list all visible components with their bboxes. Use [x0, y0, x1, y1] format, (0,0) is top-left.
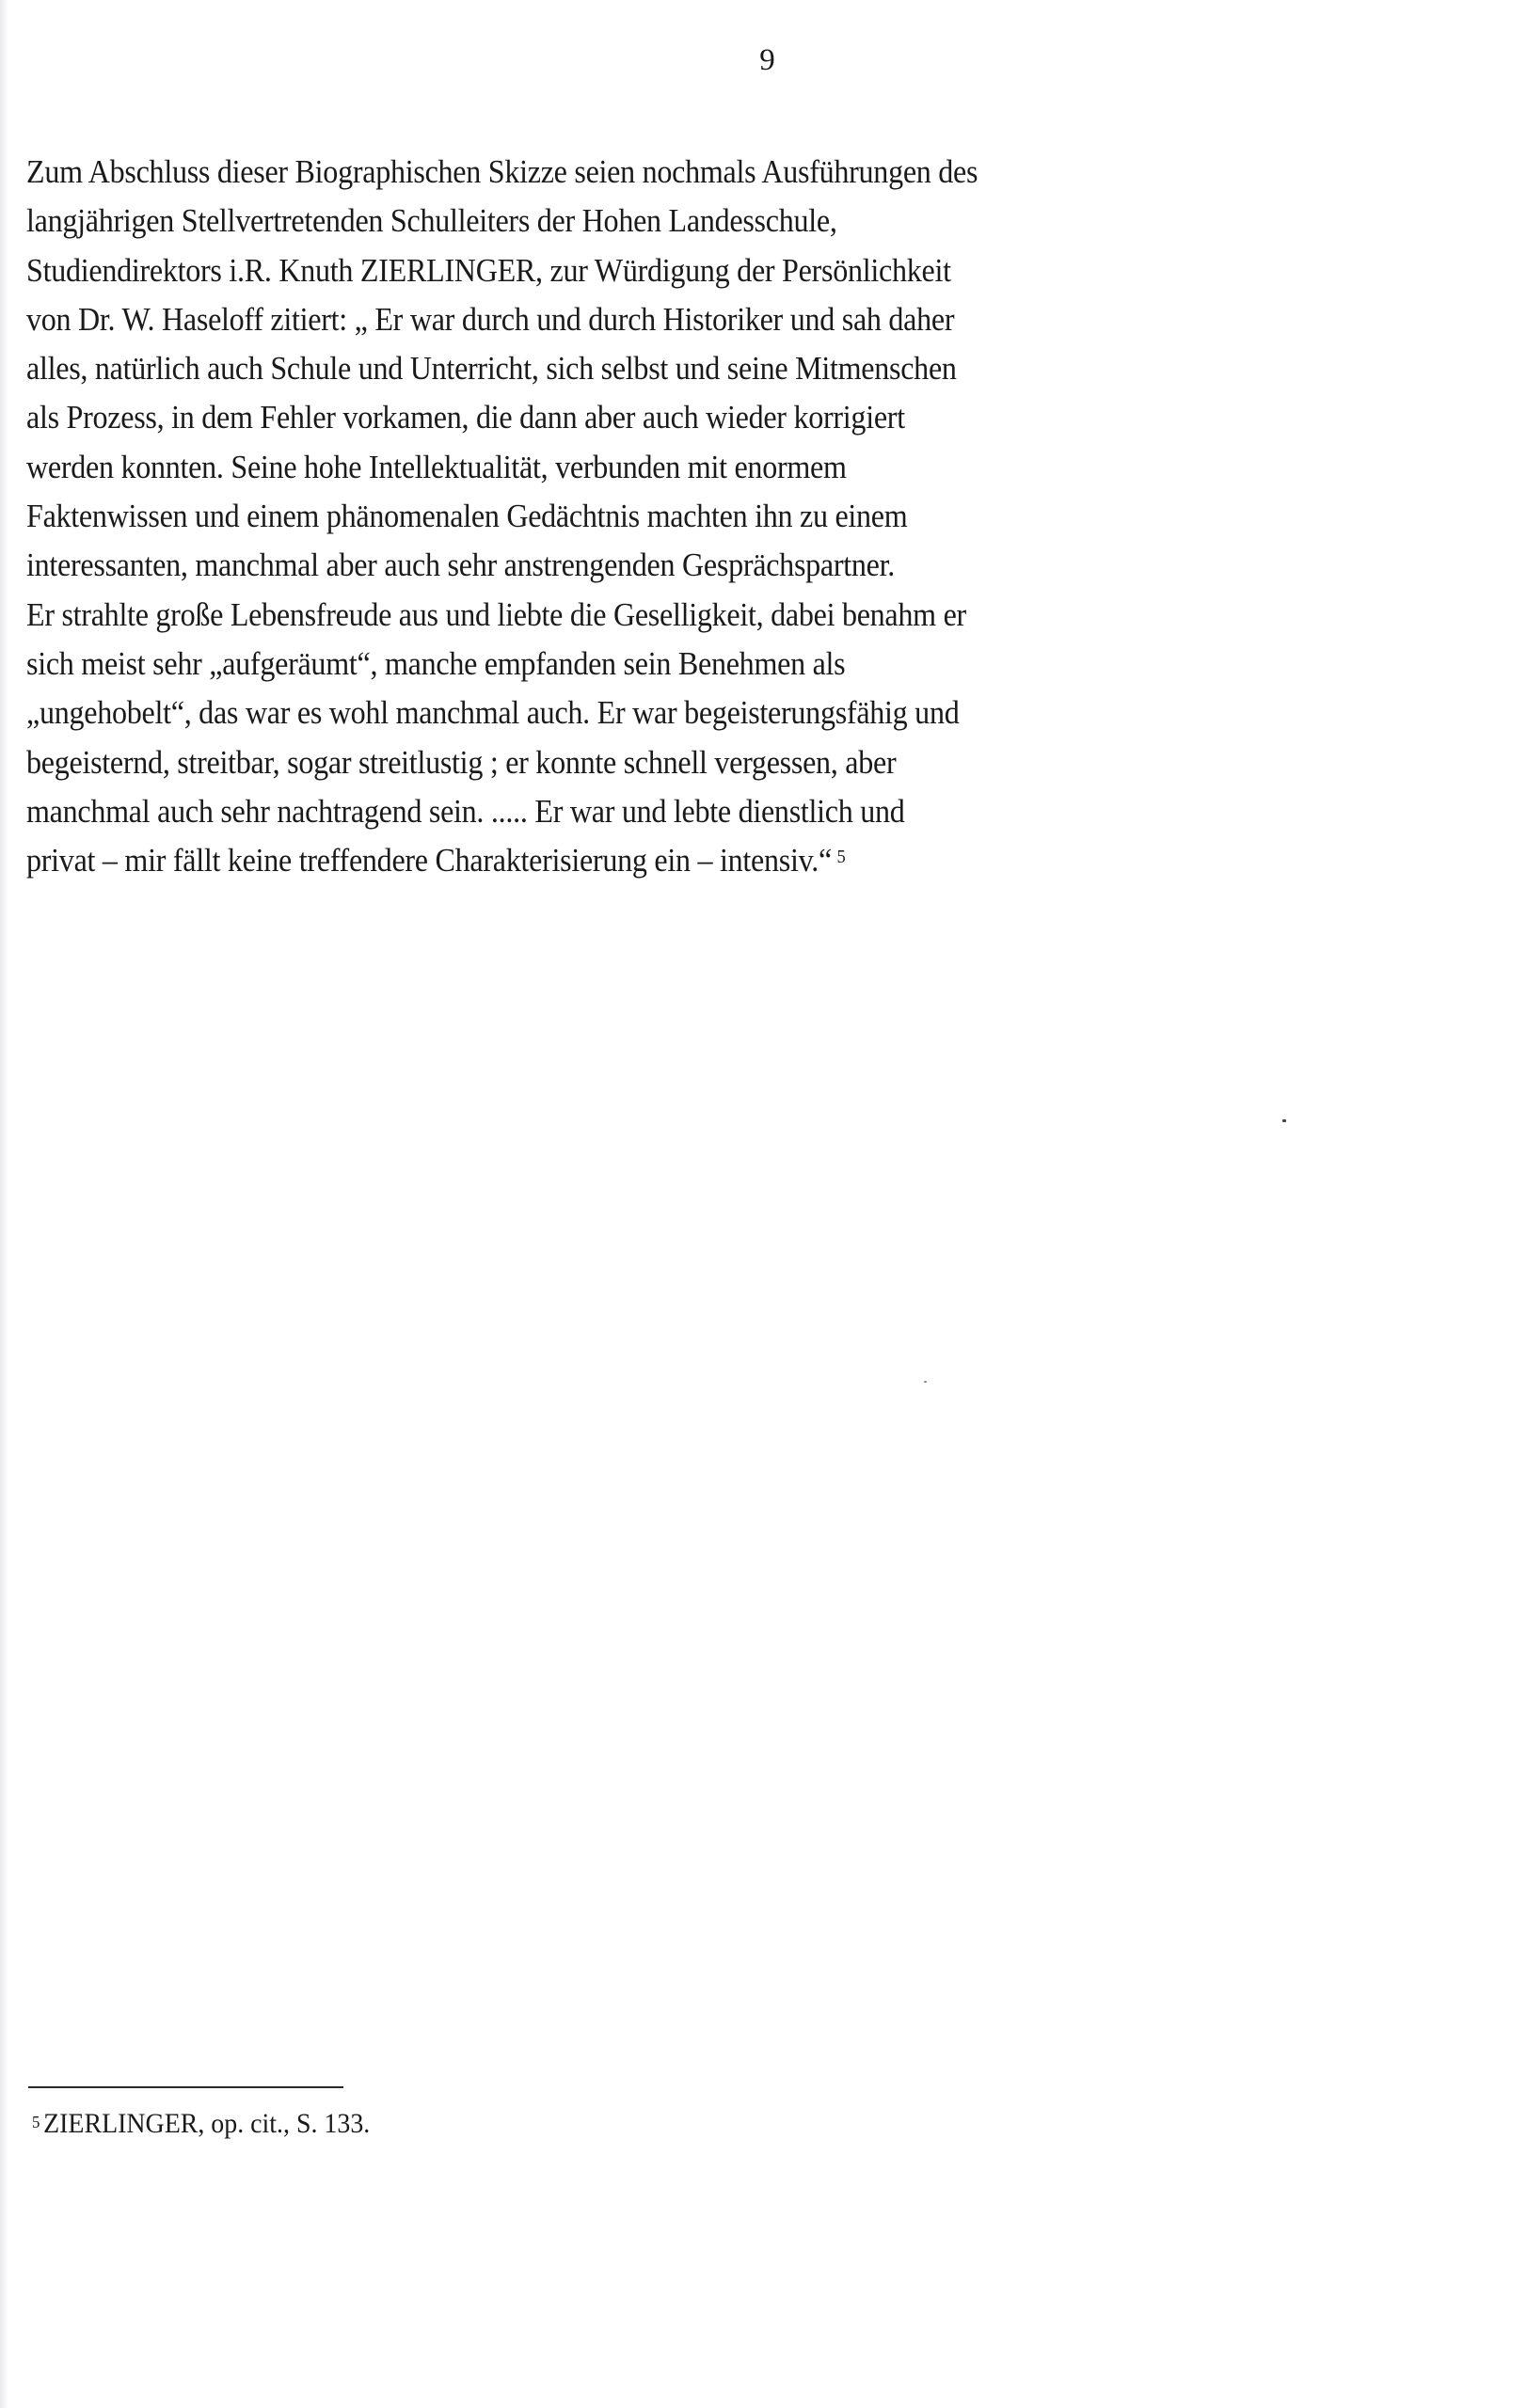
footnote-separator	[28, 2086, 343, 2088]
text-line: manchmal auch sehr nachtragend sein. ..... Er war und lebte dienstlich und	[26, 793, 905, 830]
text-line: interessanten, manchmal aber auch sehr anstrengenden Gesprächspartner.	[26, 547, 896, 584]
text-line: alles, natürlich auch Schule und Unterricht, sich selbst und seine Mitmenschen	[26, 351, 957, 388]
scan-left-edge	[0, 0, 8, 2408]
text-line: als Prozess, in dem Fehler vorkamen, die dann aber auch wieder korrigiert	[26, 400, 905, 436]
text-line: Zum Abschluss dieser Biographischen Skizze seien nochmals Ausführungen des	[26, 154, 978, 190]
scan-speck	[924, 1381, 927, 1383]
scan-speck	[1282, 1119, 1286, 1122]
text-line: Faktenwissen und einem phänomenalen Gedächtnis machten ihn zu einem	[26, 499, 908, 535]
footnote-text: ZIERLINGER, op. cit., S. 133.	[43, 2108, 371, 2139]
text-line-last	[26, 836, 1392, 885]
text-line: Er strahlte große Lebensfreude aus und liebte die Geselligkeit, dabei benahm er	[26, 596, 966, 633]
footnote	[32, 2105, 370, 2143]
text-line: Studiendirektors i.R. Knuth ZIERLINGER, zur Würdigung der Persönlichkeit	[26, 252, 951, 289]
text-line: langjährigen Stellvertretenden Schulleiters der Hohen Landesschule,	[26, 203, 837, 240]
text-line: von Dr. W. Haseloff zitiert: „ Er war durch und durch Historiker und sah daher	[26, 301, 955, 338]
text-line: sich meist sehr „aufgeräumt“, manche empfanden sein Benehmen als	[26, 645, 846, 682]
footnote-reference[interactable]: 5	[836, 847, 846, 868]
text-line: „ungehobelt“, das war es wohl manchmal auch. Er war begeisterungsfähig und	[26, 695, 960, 732]
body-paragraph	[26, 148, 1392, 885]
text-line: begeisternd, streitbar, sogar streitlustig ; er konnte schnell vergessen, aber	[26, 744, 897, 781]
text-line-content: privat – mir fällt keine treffendere Charakterisierung ein – intensiv.“	[26, 843, 832, 879]
text-line: werden konnten. Seine hohe Intellektualität, verbunden mit enormem	[26, 449, 847, 485]
page-number: 9	[759, 43, 775, 77]
footnote-mark: 5	[32, 2113, 40, 2131]
